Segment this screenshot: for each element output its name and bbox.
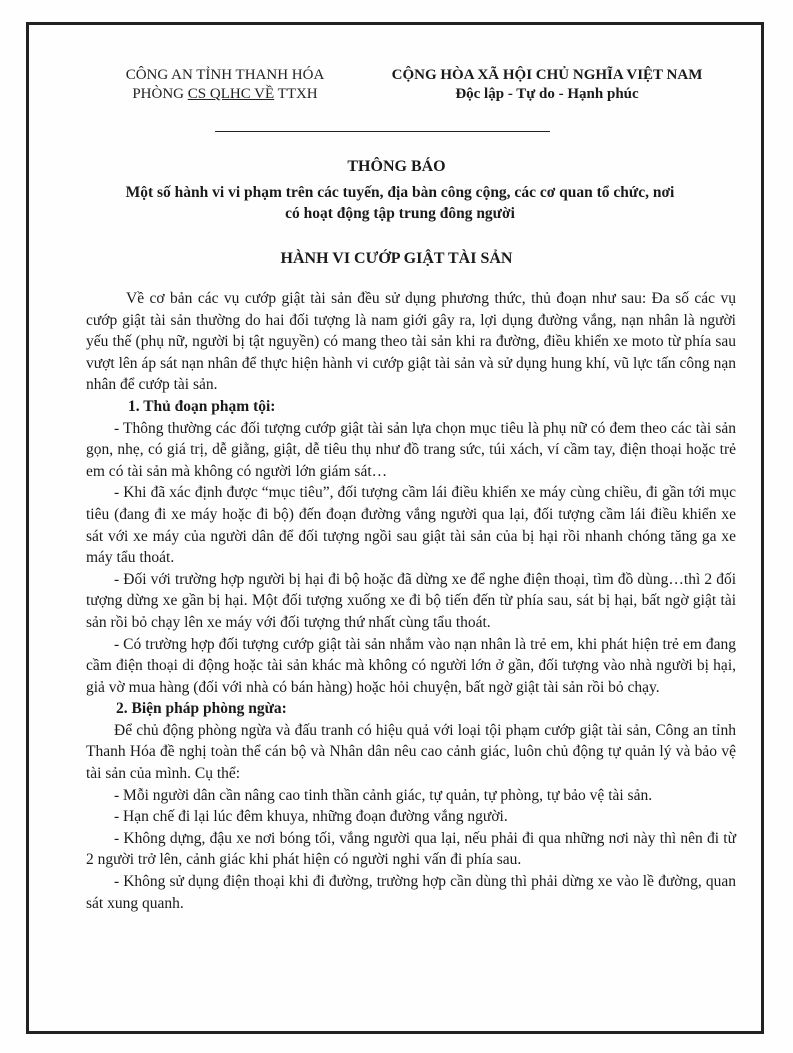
department-name [80,85,370,104]
agency-name: CÔNG AN TỈNH THANH HÓA [125,67,325,83]
national-motto: Độc lập - Tự do - Hạnh phúc [455,86,639,102]
tactic-item: - Đối với trường hợp người bị hại đi bộ hoặc đã dừng xe để nghe điện thoại, tìm đồ dùng…thì 2 đối tượng dừng xe gần bị hại. Một đối tượng xuống xe đi bộ tiến đến từ phía sau, sát bị hại, bất ngờ giật tài sản rồi bỏ chạy lên xe máy với đối tượng thứ nhất cùng tẩu thoát. [86,570,736,631]
prevention-item: - Mỗi người dân cần nâng cao tinh thần cảnh giác, tự quản, tự phòng, tự bảo vệ tài sản. [114,786,653,804]
document-body [86,288,736,914]
prevention-item: - Hạn chế đi lại lúc đêm khuya, những đoạn đường vắng người. [114,808,508,826]
intro-paragraph: Về cơ bản các vụ cướp giật tài sản đều sử dụng phương thức, thủ đoạn như sau: Đa số các vụ cướp giật tài sản thường do hai đối tượng là nam giới gây ra, lợi dụng đường vắng, nạn nhân là người yếu thế (phụ nữ, người bị tật nguyền) có mang theo tài sản khi ra đường, điều khiển xe moto từ phía sau vượt lên áp sát nạn nhân để thực hiện hành vi cướp giật tài sản và sử dụng hung khí, vũ lực tấn công nạn nhân để cướp tài sản. [86,290,736,394]
heading-prevention: 2. Biện pháp phòng ngừa: [116,700,287,718]
prevention-intro: Để chủ động phòng ngừa và đấu tranh có hiệu quả với loại tội phạm cướp giật tài sản, Công an tỉnh Thanh Hóa đề nghị toàn thể cán bộ và Nhân dân nêu cao cảnh giác, luôn chủ động tự quản lý và bảo vệ tài sản của mình. Cụ thể: [86,721,736,783]
notice-subtitle: Một số hành vi vi phạm trên các tuyến, địa bàn công cộng, các cơ quan tổ chức, nơi có hoạt động tập trung đông người [125,184,675,222]
section-title: HÀNH VI CƯỚP GIẬT TÀI SẢN [280,250,513,267]
tactic-item: - Thông thường các đối tượng cướp giật tài sản lựa chọn mục tiêu là phụ nữ có đem theo các tài sản gọn, nhẹ, có giá trị, dễ giằng, giật, dễ tiêu thụ như đồ trang sức, túi xách, ví cầm tay, điện thoại hoặc trẻ em có tài sản mà không có người lớn giám sát… [86,419,736,480]
prevention-item: - Không sử dụng điện thoại khi đi đường, trường hợp cần dùng thì phải dừng xe vào lề đường, quan sát xung quanh. [86,873,736,912]
tactic-item: - Khi đã xác định được “mục tiêu”, đối tượng cầm lái điều khiển xe máy cùng chiều, đi gần tới mục tiêu (đang đi xe máy hoặc đi bộ) đến đoạn đường vắng người qua lại, đối tượng cầm lái điều khiển xe sát với xe máy của người dân để đối tượng ngồi sau giật tài sản của bị hại rồi nhanh chóng tăng ga xe máy tẩu thoát. [86,484,736,567]
department-underlined: CS QLHC VỀ [187,86,275,102]
notice-title: THÔNG BÁO [347,158,446,175]
department-suffix: TTXH [274,86,318,102]
department-prefix: PHÒNG [132,86,188,102]
national-header [352,66,742,104]
country-name: CỘNG HÒA XÃ HỘI CHỦ NGHĨA VIỆT NAM [391,67,703,83]
heading-tactics: 1. Thủ đoạn phạm tội: [128,397,276,415]
issuing-agency [80,66,370,104]
tactic-item: - Có trường hợp đối tượng cướp giật tài sản nhắm vào nạn nhân là trẻ em, khi phát hiện trẻ em đang cầm điện thoại di động hoặc tài sản khác mà không có người lớn ở gần, đối tượng vào nhà người bị hại, giả vờ mua hàng (đối với nhà có bán hàng) hoặc hỏi chuyện, bất ngờ giật tài sản rồi bỏ chạy. [86,635,736,696]
prevention-item: - Không dựng, đậu xe nơi bóng tối, vắng người qua lại, nếu phải đi qua những nơi này thì nên đi từ 2 người trở lên, cảnh giác khi phát hiện có người nghi vấn đi phía sau. [86,829,736,869]
header-divider [215,131,550,132]
